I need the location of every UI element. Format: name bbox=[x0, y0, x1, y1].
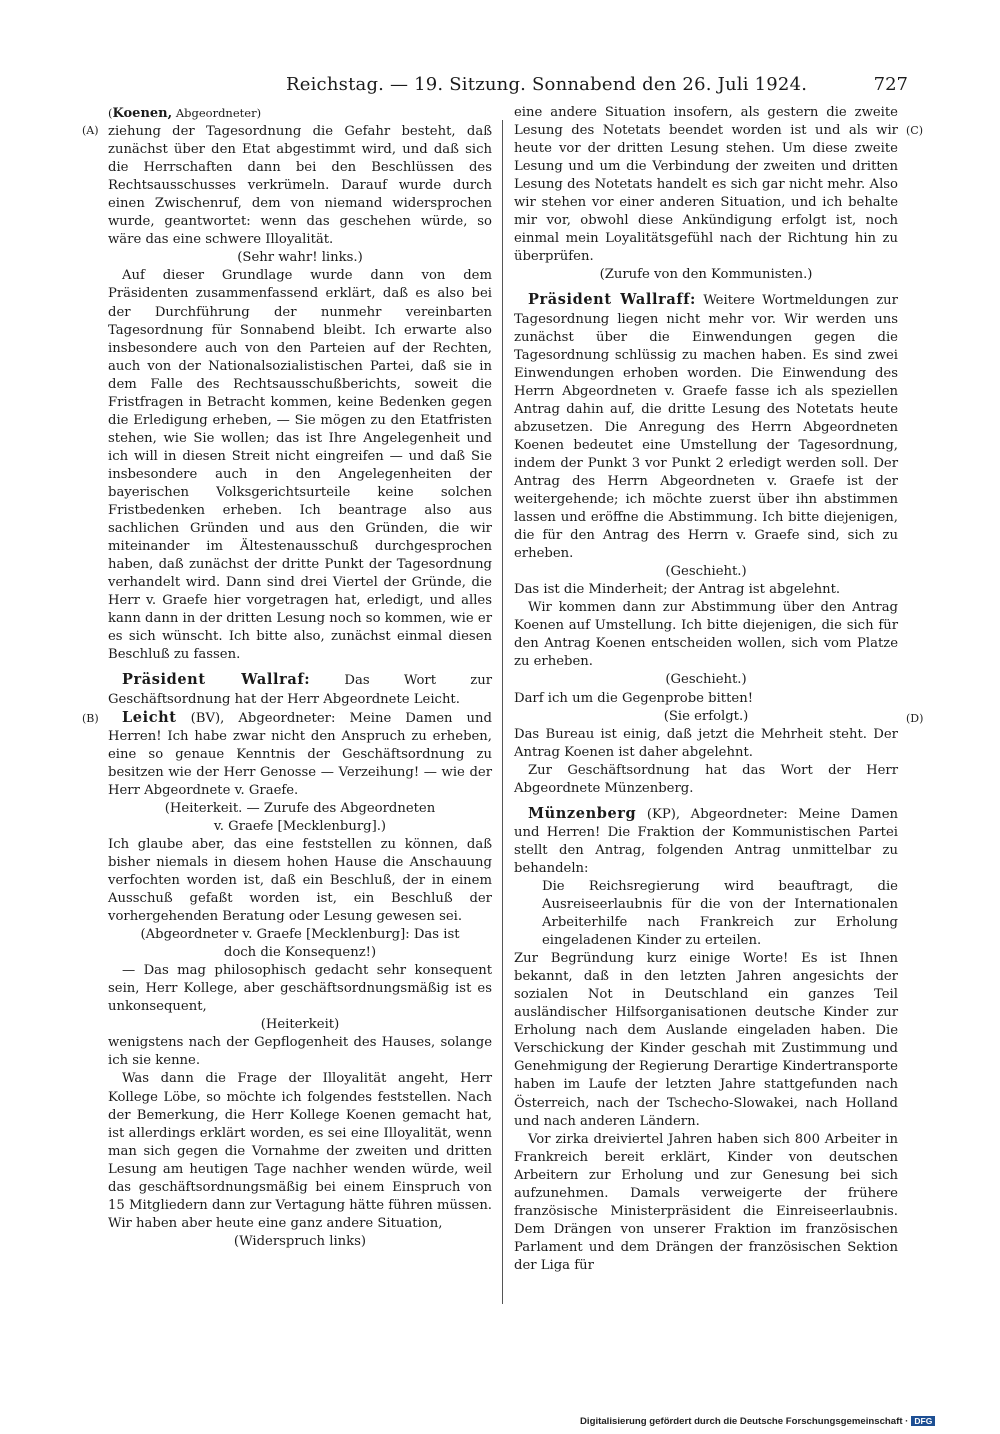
paragraph: Vor zirka dreiviertel Jahren haben sich 800 Arbeiter in Frankreich bereit erklärt, Kinder von deutschen Arbeitern zur Erholung und zur Genesung bei sich aufzunehmen. Damals verweigerte der frühere französische Ministerpräsident die Einreiseerlaubnis. Dem Drängen von unserer Fraktion im französischen Parlament und dem Drängen der französischen Sektion der Liga für bbox=[514, 1131, 898, 1273]
speech-leicht bbox=[108, 709, 492, 800]
paragraph: wenigstens nach der Gepflogenheit des Hauses, solange ich sie kenne. bbox=[108, 1035, 492, 1069]
speaker-tag-name: Koenen, bbox=[112, 106, 173, 121]
speaker-name: Leicht bbox=[122, 708, 177, 726]
speech-text: (KP), Abgeordneter: Meine Damen und Herren! Die Fraktion der Kommunistischen Partei stellt den Antrag, folgenden Antrag unmittelbar zu behandeln: bbox=[514, 806, 898, 876]
paragraph: Darf ich um die Gegenprobe bitten! bbox=[514, 690, 754, 706]
speaker-tag bbox=[108, 104, 492, 123]
dfg-logo: DFG bbox=[911, 1416, 935, 1426]
speech-text: Weitere Wortmeldungen zur Tagesordnung liegen nicht mehr vor. Wir werden uns zunächst über die Einwendungen gegen die Tagesordnung schlüssig zu machen haben. Es sind zwei Einwendungen erhoben worden. Die Einwendung des Herrn Abgeordneten v. Graefe fasse ich als speziellen Antrag dahin auf, die dritte Lesung des Notetats heute abzusetzen. Die Anregung des Herrn Abgeordneten Koenen bedeutet eine Umstellung der Tagesordnung, indem der Punkt 3 vor Punkt 2 erledigt werden soll. Der Antrag des Herrn Abgeordneten v. Graefe ist der weitergehende; ich möchte zuerst über ihn abstimmen lassen und eröffne die Abstimmung. Ich bitte diejenigen, die für den Antrag des Herrn v. Graefe sind, sich zu erheben. bbox=[514, 293, 898, 562]
speech-text: (BV), Abgeordneter: Meine Damen und Herren! Ich habe zwar nicht den Anspruch zu erheben, eine so genaue Kenntnis der Geschäftsordnung zu besitzen wie der Herr Genosse — Verzeihung! — wie der Herr Abgeordnete v. Graefe. bbox=[108, 710, 492, 798]
paragraph: Auf dieser Grundlage wurde dann von dem Präsidenten zusammenfassend erklärt, daß es also bei der Durchführung der nunmehr vereinbarten Tagesordnung für Sonnabend bleibt. Ich erwarte also insbesondere auch von den Parteien auf der Rechten, auch von der Nationalsozialistischen Partei, daß sie in dem Falle des Rechtsausschußberichts, soweit die Fristfragen in Betracht kommen, keine Bedenken gegen die Erledigung erheben, — Sie mögen zu den Etatfristen stehen, wie Sie wollen; das ist Ihre Angelegenheit und ich will in diesen Streit nicht eingreifen — und daß Sie insbesondere auch in den Angelegenheiten der bayerischen Volksgerichtsurteile keine solchen Fristbedenken erheben. Ich beantrage also aus sachlichen Gründen und aus den Gründen, die wir miteinander im Ältestenausschuß durchgesprochen haben, daß zunächst der dritte Punkt der Tagesordnung verhandelt wird. Dann sind drei Viertel der Gründe, die Herr v. Graefe hier vorgetragen hat, erledigt, und alles kann dann in der dritten Lesung noch so kommen, wie er es sich wünscht. Ich bitte also, zunächst einmal diesen Beschluß zu fassen. bbox=[108, 268, 492, 663]
speech-wallraf bbox=[108, 671, 492, 708]
interjection: v. Graefe [Mecklenburg].) bbox=[213, 818, 387, 834]
interjection: (Geschieht.) bbox=[665, 564, 747, 580]
paragraph: Zur Begründung kurz einige Worte! Es ist Ihnen bekannt, daß in den letzten Jahren angesichts der sozialen Not in Deutschland ein ganzes Teil ausländischer Hilfsorganisationen deutsche Kinder zur Erholung nach dem Auslande eingeladen haben. Die Verschickung der Kinder geschah mit Zustimmung und Genehmigung der Regierung Derartige Kindertransporte haben im Laufe der letzten Jahre stattgefunden nach Österreich, nach der Tschecho-Slowakei, nach Holland und nach anderen Ländern. bbox=[514, 951, 898, 1129]
interjection: (Abgeordneter v. Graefe [Mecklenburg]: Das ist bbox=[140, 927, 460, 943]
interjection: (Widerspruch links) bbox=[233, 1233, 367, 1249]
footer-credit bbox=[580, 1416, 992, 1427]
motion-quote: Die Reichsregierung wird beauftragt, die Ausreiseerlaubnis für die von der Internationalen Arbeiterhilfe nach Frankreich zur Erholung eingeladenen Kinder zu erteilen. bbox=[542, 878, 898, 949]
interjection: (Heiterkeit) bbox=[260, 1017, 340, 1033]
paragraph: Ich glaube aber, das eine feststellen zu können, daß bisher niemals in diesem hohen Hause die Anschauung verfochten worden ist, daß ein Beschluß, der in einem Ausschuß gefaßt worden ist, ein Beschluß der vorhergehenden Beratung oder Lesung gewesen sei. bbox=[108, 836, 492, 925]
interjection: (Heiterkeit. — Zurufe des Abgeordneten bbox=[164, 800, 436, 816]
running-title: Reichstag. — 19. Sitzung. Sonnabend den 26. Juli 1924. bbox=[286, 74, 808, 95]
speech-text: Das Wort zur Geschäftsordnung hat der Herr Abgeordnete Leicht. bbox=[108, 673, 493, 707]
interjection: (Zurufe von den Kommunisten.) bbox=[599, 267, 813, 283]
speaker-name: Präsident Wallraff: bbox=[528, 291, 696, 309]
speech-wallraff bbox=[514, 291, 898, 563]
margin-marker-b: (B) bbox=[82, 712, 99, 725]
margin-marker-d: (D) bbox=[906, 712, 924, 725]
paragraph: ziehung der Tagesordnung die Gefahr besteht, daß zunächst über den Etat abgestimmt wird, und daß sich die Herrschaften dann bei den Beschlüssen des Rechtsausschusses verkrümeln. Darauf wurde durch einen Zwischenruf, dem von niemand widersprochen wurde, geantwortet: wenn das geschehen würde, so wäre das eine schwere Illoyalität. bbox=[108, 124, 492, 248]
speech-muenzenberg bbox=[514, 805, 898, 878]
paragraph: Das ist die Minderheit; der Antrag ist abgelehnt. bbox=[514, 582, 841, 598]
interjection: doch die Konsequenz!) bbox=[223, 945, 377, 961]
footer-text: Digitalisierung gefördert durch die Deutsche Forschungsgemeinschaft · bbox=[580, 1416, 909, 1427]
margin-marker-a: (A) bbox=[82, 124, 99, 137]
right-column bbox=[514, 104, 898, 1275]
paragraph: Wir kommen dann zur Abstimmung über den Antrag Koenen auf Umstellung. Ich bitte diejenigen, die sich für den Antrag Koenen entscheiden wollen, sich vom Platze zu erheben. bbox=[514, 600, 898, 670]
paragraph: Zur Geschäftsordnung hat das Wort der Herr Abgeordnete Münzenberg. bbox=[514, 762, 898, 796]
interjection: (Sehr wahr! links.) bbox=[237, 250, 363, 266]
speaker-name: Präsident Wallraf: bbox=[122, 671, 311, 689]
paragraph: Das Bureau ist einig, daß jetzt die Mehrheit steht. Der Antrag Koenen ist daher abgelehnt. bbox=[514, 726, 898, 760]
paragraph: — Das mag philosophisch gedacht sehr konsequent sein, Herr Kollege, aber geschäftsordnungsmäßig ist es unkonsequent, bbox=[108, 963, 492, 1015]
page-header bbox=[108, 74, 908, 100]
paragraph: eine andere Situation insofern, als gestern die zweite Lesung des Notetats beendet worden ist und als wir heute vor der dritten Lesung stehen. Um diese zweite Lesung und um die Verbindung der zweiten und dritten Lesung des Notetats handelt es sich gar nicht mehr. Also wir stehen vor einer anderen Situation, und ich behalte mir vor, obwohl diese Ankündigung erfolgt ist, noch einmal mein Loyalitätsgefühl nach der Richtung hin zu überprüfen. bbox=[514, 105, 898, 265]
speaker-name: Münzenberg bbox=[528, 804, 637, 822]
margin-marker-c: (C) bbox=[906, 124, 923, 137]
speaker-tag-role: Abgeordneter) bbox=[175, 106, 262, 120]
paragraph: Was dann die Frage der Illoyalität angeht, Herr Kollege Löbe, so möchte ich folgendes feststellen. Nach der Bemerkung, die Herr Kollege Koenen gemacht hat, ist allerdings erklärt worden, es sei eine Illoyalität, wenn man sich gegen die Vornahme der zweiten und dritten Lesung am heutigen Tage nachher wenden würde, weil das geschäftsordnungsmäßig bei einem Einspruch von 15 Mitgliedern dann zur Vertagung hätte führen müssen. Wir haben aber heute eine ganz andere Situation, bbox=[108, 1071, 492, 1231]
column-divider bbox=[502, 120, 503, 1304]
page-number: 727 bbox=[873, 74, 908, 95]
speaker-tag-open: ( bbox=[108, 106, 113, 120]
left-column bbox=[108, 104, 492, 1251]
interjection: (Geschieht.) bbox=[665, 672, 747, 688]
interjection: (Sie erfolgt.) bbox=[663, 708, 749, 724]
